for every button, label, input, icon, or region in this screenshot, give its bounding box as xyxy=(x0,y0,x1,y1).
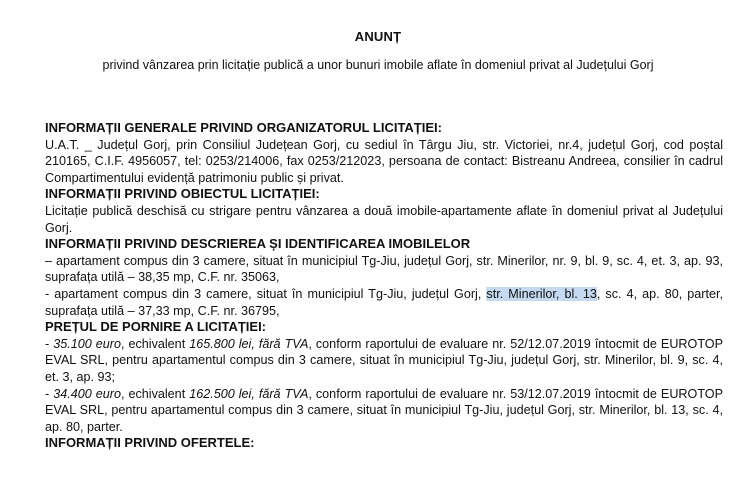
price-item-2 xyxy=(45,386,723,436)
section-heading-organizer: INFORMAȚII GENERALE PRIVIND ORGANIZATORUL LICITAȚIEI: xyxy=(45,120,442,135)
price1-lei: 165.800 lei, fără TVA xyxy=(189,336,309,351)
list-item-apartment-2 xyxy=(45,286,723,319)
price-item-1 xyxy=(45,336,723,386)
list-item-apartment-1: – apartament compus din 3 camere, situat în municipiul Tg-Jiu, județul Gorj, str. Minerilor, nr. 9, bl. 9, sc. 4, et. 3, ap. 93, suprafața utilă – 38,35 mp, C.F. nr. 35063, xyxy=(45,253,723,285)
price1-euro: 35.100 euro xyxy=(53,336,121,351)
document-subtitle: privind vânzarea prin licitație publică a unor bunuri imobile aflate în domeniul privat al Județului Gorj xyxy=(102,58,654,72)
section-heading-offers: INFORMAȚII PRIVIND OFERTELE: xyxy=(45,435,255,451)
selected-text-highlight[interactable]: str. Minerilor, bl. 13 xyxy=(486,286,597,301)
price1-dash: - xyxy=(45,336,54,351)
document-body xyxy=(45,120,723,452)
section-heading-description: INFORMAȚII PRIVIND DESCRIEREA ȘI IDENTIFICAREA IMOBILELOR xyxy=(45,236,471,252)
price2-lei: 162.500 lei, fără TVA xyxy=(189,386,309,401)
section-heading-object: INFORMAȚII PRIVIND OBIECTUL LICITAȚIEI: xyxy=(45,186,320,202)
section-text-organizer: U.A.T. _ Județul Gorj, prin Consiliul Județean Gorj, cu sediul în Târgu Jiu, str. Victoriei, nr.4, județul Gorj, cod poștal 210165, C.I.F. 4956057, tel: 0253/214006, fax 0253/212023, persoana de contact: Bistreanu Andreea, consilier în cadrul Compartimentului evidență patrimoniu public și privat. xyxy=(45,137,723,185)
item2-text-b: , sc. 4, ap. 80, parter, suprafața utilă – 37,33 mp, C.F. nr. 36795, xyxy=(45,286,723,318)
section-heading-price: PREȚUL DE PORNIRE A LICITAȚIEI: xyxy=(45,319,267,335)
item2-text-a: - apartament compus din 3 camere, situat în municipiul Tg-Jiu, județul Gorj, xyxy=(45,286,487,301)
document-title: ANUNȚ xyxy=(354,29,402,44)
price2-rest: , conform raportului de evaluare nr. 53/12.07.2019 întocmit de EUROTOP EVAL SRL, pentru apartamentul compus din 3 camere, situat în municipiul Tg-Jiu, județul Gorj, str. Minerilor, bl. 13, sc. 4, ap. 80, parter. xyxy=(45,386,723,434)
price1-mid: , echivalent xyxy=(120,336,190,351)
price1-rest: , conform raportului de evaluare nr. 52/12.07.2019 întocmit de EUROTOP EVAL SRL, pentru apartamentul compus din 3 camere, situat în municipiul Tg-Jiu, județul Gorj, str. Minerilor, bl. 9, sc. 4, et. 3, ap. 93; xyxy=(45,336,723,384)
section-text-object: Licitație publică deschisă cu strigare pentru vânzarea a două imobile-apartamente aflate în domeniul privat al Județului Gorj. xyxy=(45,203,723,235)
price2-mid: , echivalent xyxy=(120,386,190,401)
price2-euro: 34.400 euro xyxy=(53,386,121,401)
price2-dash: - xyxy=(45,386,54,401)
